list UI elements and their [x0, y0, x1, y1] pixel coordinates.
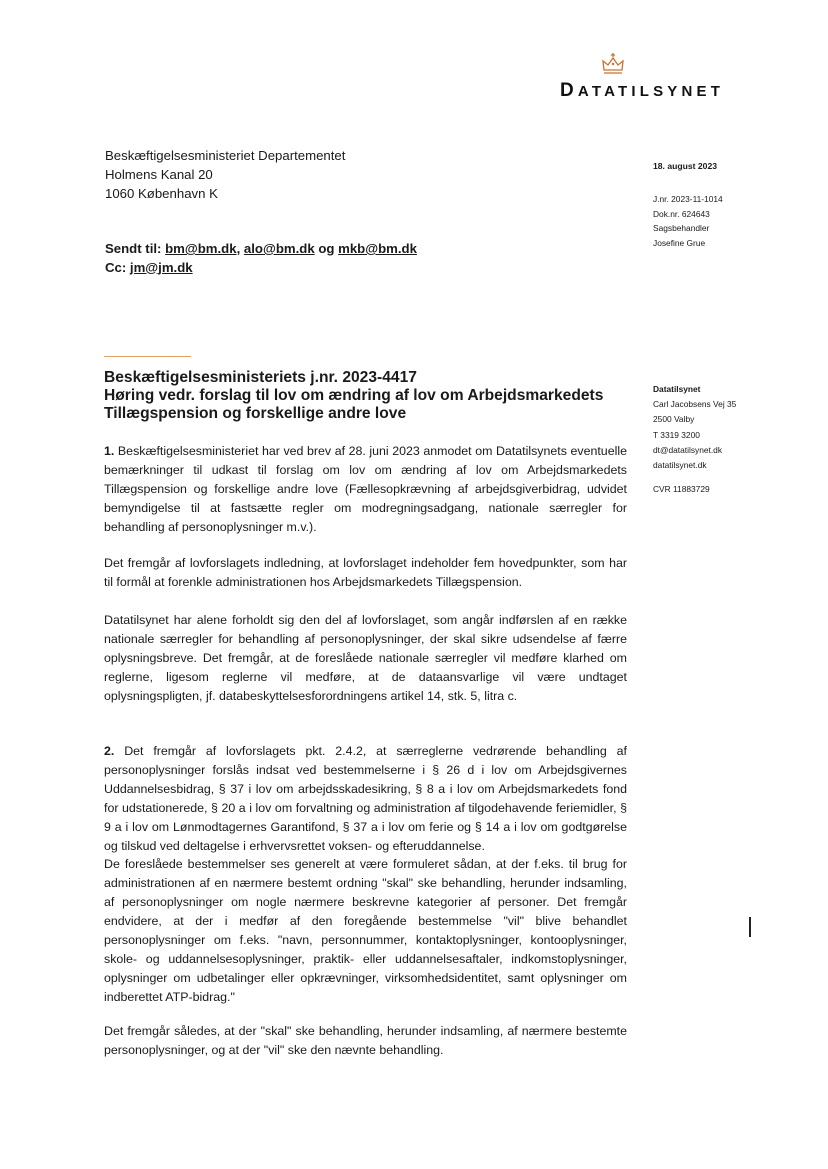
crown-icon — [600, 52, 626, 78]
sender-street: Carl Jacobsens Vej 35 — [653, 399, 737, 410]
sendto-block: Sendt til: bm@bm.dk, alo@bm.dk og mkb@bm.dk Cc: jm@jm.dk — [105, 241, 417, 275]
headline-line: Beskæftigelsesministeriets j.nr. 2023-4417 — [104, 369, 417, 386]
journal-number: J.nr. 2023-11-1014 — [653, 194, 723, 204]
sender-cvr: CVR 11883729 — [653, 484, 710, 495]
divider — [104, 356, 191, 357]
paragraph-number: 1. — [104, 444, 115, 458]
email-link[interactable]: mkb@bm.dk — [338, 241, 417, 256]
recipient-line: Beskæftigelsesministeriet Departementet — [105, 148, 346, 163]
sendto-label: Sendt til: — [105, 241, 162, 256]
brand-wordmark: DATATILSYNET — [560, 80, 725, 101]
email-link[interactable]: alo@bm.dk — [243, 241, 315, 256]
recipient-address — [105, 146, 345, 203]
paragraph: De foreslåede bestemmelser ses generelt at være formuleret sådan, at der f.eks. til brug for administrationen af en nærmere bestemt ordning "skal" ske behandling, herunder indsamling, af personoplysninger om nogle nærmere beskrevne kategorier af personer. Det fremgår endvidere, at der i medfør af den foregående bestemmelse "vil" blive behandlet personoplysninger om f.eks. "navn, personnummer, kontaktoplysninger, kontooplysninger, skole- og uddannelsesoplysninger, praktik- eller uddannelsesaftaler, indkomstoplysninger, oplysninger om udbetalinger eller opkrævninger, virksomhedsidentitet, samt oplysninger om indberettet ATP-bidrag." — [104, 857, 627, 1004]
letter-headline — [104, 369, 634, 424]
headline-line: Tillægspension og forskellige andre love — [104, 405, 407, 423]
sender-web[interactable]: datatilsynet.dk — [653, 460, 707, 471]
paragraph-number: 2. — [104, 744, 115, 758]
recipient-line: Holmens Kanal 20 — [105, 167, 213, 182]
letter-date: 18. august 2023 — [653, 161, 718, 171]
sender-contact — [653, 382, 736, 497]
paragraph: 1. Beskæftigelsesministeriet har ved brev af 28. juni 2023 anmodet om Datatilsynets eventuelle bemærkninger til udkast til forslag om lov om ændring af lov om Arbejdsmarkedets Tillægspension og forskellige andre love (Fællesopkrævning af arbejdsgiverbidrag, udvidet bemyndigelse til at fastsætte regler om modregningsadgang, nationale særregler for behandling af personoplysninger m.v.). — [104, 444, 627, 534]
headline-line: Høring vedr. forslag til lov om ændring af lov om Arbejdsmarkedets — [104, 387, 604, 405]
handler-label: Sagsbehandler — [653, 223, 710, 234]
cc-label: Cc: — [105, 259, 127, 275]
sender-city: 2500 Valby — [653, 414, 695, 425]
email-link[interactable]: bm@bm.dk — [165, 241, 237, 256]
paragraph: 2. Det fremgår af lovforslagets pkt. 2.4.2, at særreglerne vedrørende behandling af personoplysninger forslås indsat ved bestemmelserne i § 26 d i lov om Arbejdsgivernes Uddannelsesbidrag, § 37 i lov om arbejdsskadesikring, § 8 a i lov om Arbejdsmarkedets fond for udstationerede, § 20 a i lov om forvaltning og administration af tilgodehavende feriemidler, § 9 a i lov om Lønmodtagernes Garantifond, § 37 a i lov om ferie og § 14 a i lov om godtgørelse og tilskud ved deltagelse i erhvervsrettet voksen- og efteruddannelse. — [104, 744, 627, 853]
sender-email[interactable]: dt@datatilsynet.dk — [653, 444, 723, 455]
case-meta — [653, 192, 723, 250]
paragraph: Datatilsynet har alene forholdt sig den del af lovforslaget, som angår indførslen af en række nationale særregler for behandling af personoplysninger, der skal sikre udsendelse af færre oplysningsbreve. Det fremgår, at de foreslåede nationale særregler vil medføre klarhed om reglerne, ligesom reglerne vil medføre, at de dataansvarlige vil være undtaget oplysningspligten, jf. databeskyttelsesforordningens artikel 14, stk. 5, litra c. — [104, 613, 627, 703]
paragraph: Det fremgår således, at der "skal" ske behandling, herunder indsamling, af nærmere bestemte personoplysninger, og at der "vil" ske den nævnte behandling. — [104, 1024, 627, 1057]
margin-mark — [749, 917, 751, 937]
document-number: Dok.nr. 624643 — [653, 208, 710, 219]
cc-email-link[interactable]: jm@jm.dk — [129, 259, 193, 275]
handler-name: Josefine Grue — [653, 237, 706, 248]
recipient-line: 1060 København K — [105, 186, 218, 201]
paragraph: Det fremgår af lovforslagets indledning, at lovforslaget indeholder fem hovedpunkter, som har til formål at forenkle administrationen hos Arbejdsmarkedets Tillægspension. — [104, 556, 627, 589]
sender-org: Datatilsynet — [653, 384, 701, 394]
sender-phone: T 3319 3200 — [653, 429, 700, 440]
